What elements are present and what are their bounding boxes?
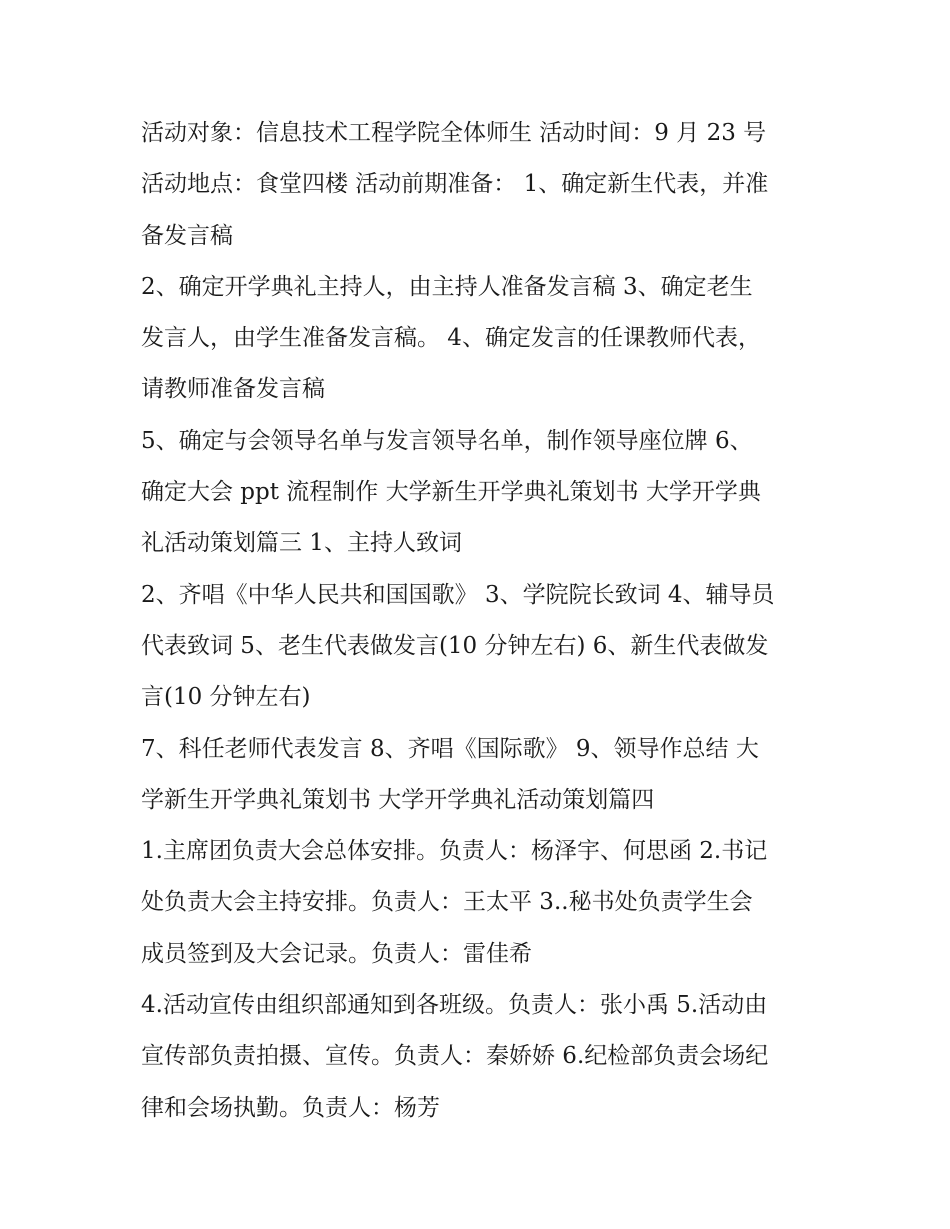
text-line: 活动对象：信息技术工程学院全体师生 活动时间：9 月 23 号 xyxy=(141,120,767,146)
text-line: 学新生开学典礼策划书 大学开学典礼活动策划篇四 xyxy=(141,786,655,813)
text-line: 发言人，由学生准备发言稿。 4、确定发言的任课教师代表， xyxy=(141,325,761,352)
text-line: 活动地点：食堂四楼 活动前期准备： 1、确定新生代表，并准 xyxy=(141,171,769,198)
text-line: 7、科任老师代表发言 8、齐唱《国际歌》 9、领导作总结 大 xyxy=(141,735,759,762)
text-line: 请教师准备发言稿 xyxy=(141,376,325,403)
text-line: 1.主席团负责大会总体安排。负责人：杨泽宇、何思函 2.书记 xyxy=(141,838,768,865)
text-line: 5、确定与会领导名单与发言领导名单，制作领导座位牌 6、 xyxy=(141,427,753,454)
text-line: 4.活动宣传由组织部通知到各班级。负责人：张小禹 5.活动由 xyxy=(141,992,768,1019)
text-line: 言(10 分钟左右) xyxy=(141,684,311,711)
text-line: 礼活动策划篇三 1、主持人致词 xyxy=(141,530,462,557)
text-line: 成员签到及大会记录。负责人：雷佳希 xyxy=(141,940,532,967)
text-line: 律和会场执勤。负责人：杨芳 xyxy=(141,1094,440,1121)
text-line: 2、齐唱《中华人民共和国国歌》 3、学院院长致词 4、辅导员 xyxy=(141,581,775,608)
text-line: 备发言稿 xyxy=(141,222,233,249)
text-line: 2、确定开学典礼主持人，由主持人准备发言稿 3、确定老生 xyxy=(141,273,753,300)
text-line: 宣传部负责拍摄、宣传。负责人：秦娇娇 6.纪检部负责会场纪 xyxy=(141,1043,769,1070)
document-body xyxy=(141,108,821,1134)
text-line: 确定大会 ppt 流程制作 大学新生开学典礼策划书 大学开学典 xyxy=(141,479,761,506)
text-line: 代表致词 5、老生代表做发言(10 分钟左右) 6、新生代表做发 xyxy=(141,632,769,659)
text-line: 处负责大会主持安排。负责人：王太平 3..秘书处负责学生会 xyxy=(141,889,753,916)
